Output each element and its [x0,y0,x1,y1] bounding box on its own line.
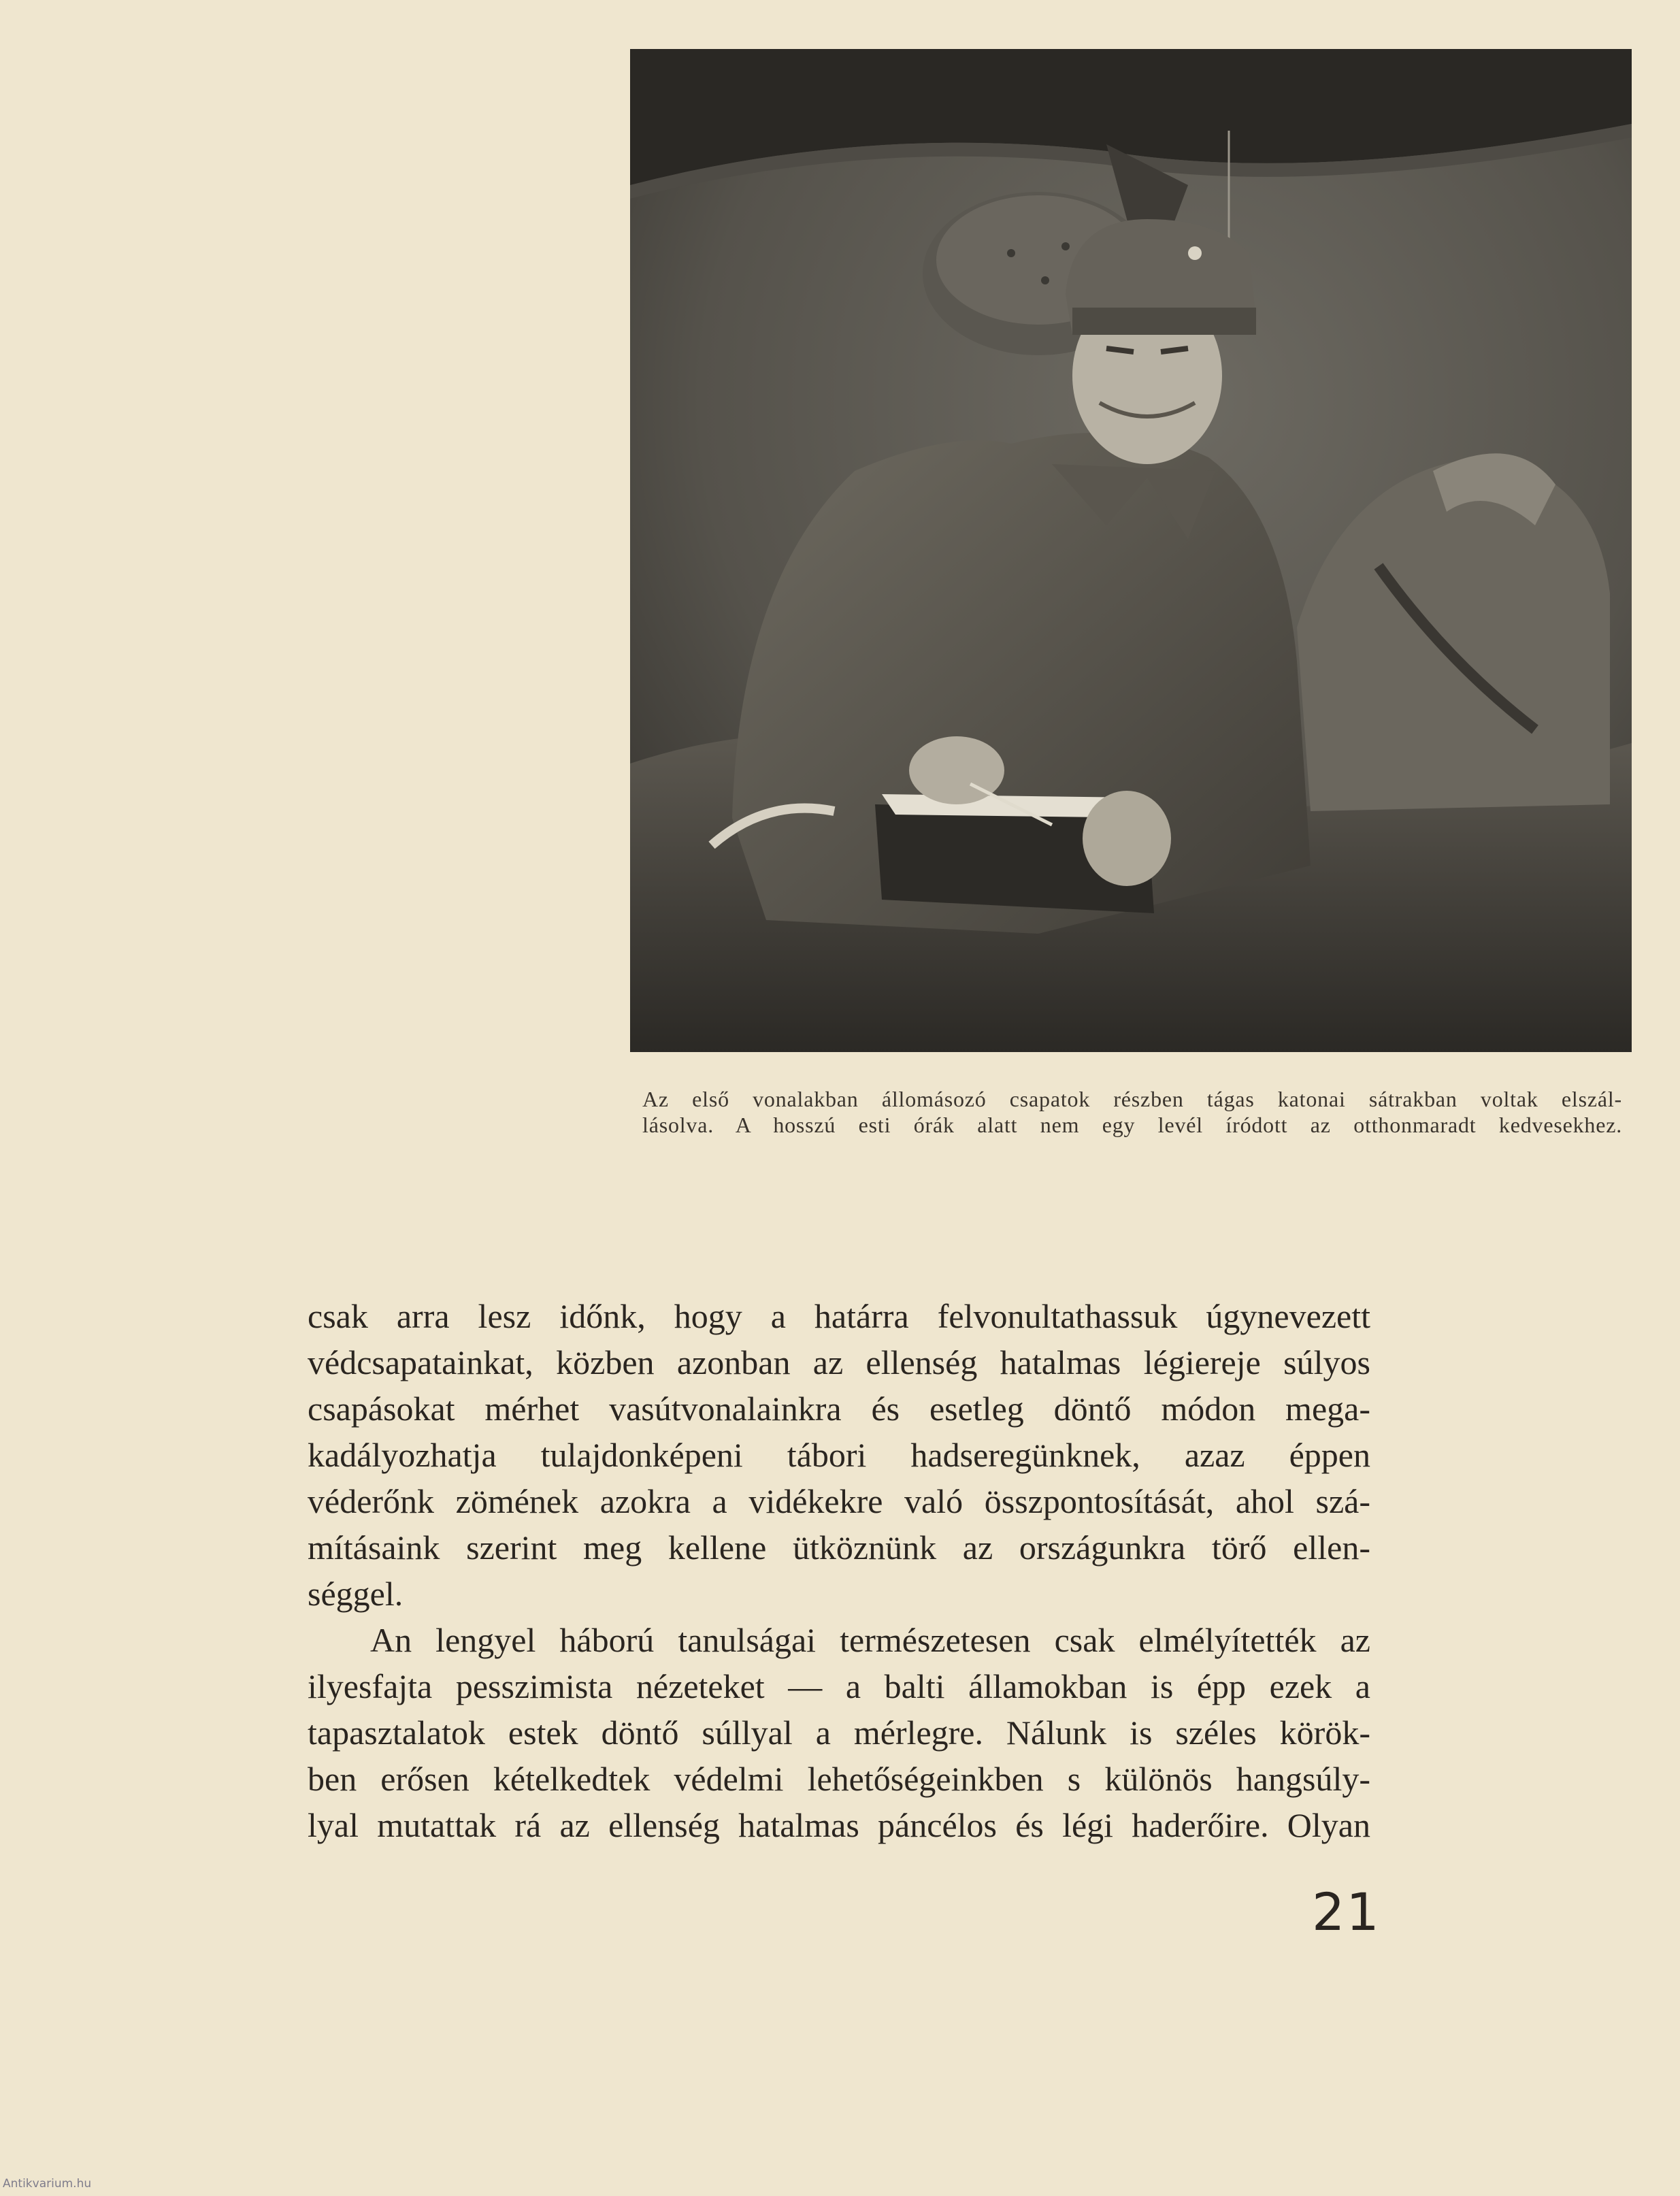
body-line: ilyesfajta pesszimista nézeteket — a balti államokban is épp ezek a [308,1667,1370,1705]
body-line: véderőnk zömének azokra a vidékekre való összpontosítását, ahol szá- [308,1482,1370,1520]
body-line: séggel. [308,1575,403,1613]
body-line: ben erősen kételkedtek védelmi lehetőségeinkben s különös hangsúly- [308,1760,1370,1798]
photo-soldier-writing-icon [630,49,1632,1052]
caption-line: Az első vonalakban állomásozó csapatok részben tágas katonai sátrakban voltak elszál- [642,1087,1622,1111]
body-line: kadályozhatja tulajdonképeni tábori hadseregünknek, azaz éppen [308,1436,1370,1474]
caption-line: lásolva. A hosszú esti órák alatt nem egy levél íródott az otthonmaradt kedvesekhez. [642,1113,1622,1137]
body-line: csapásokat mérhet vasútvonalainkra és esetleg döntő módon mega- [308,1390,1370,1428]
body-line: védcsapatainkat, közben azonban az ellenség hatalmas légiereje súlyos [308,1343,1370,1381]
watermark: Antikvarium.hu [3,2177,92,2191]
photograph-soldier-in-tent [630,49,1632,1052]
body-line: An lengyel háború tanulságai természetesen csak elmélyítették az [370,1621,1370,1659]
photo-caption [642,1086,1622,1138]
body-line: mításaink szerint meg kellene ütköznünk az országunkra törő ellen- [308,1528,1370,1567]
body-line: tapasztalatok estek döntő súllyal a mérlegre. Nálunk is széles körök- [308,1714,1370,1752]
body-line: csak arra lesz időnk, hogy a határra felvonultathassuk úgynevezett [308,1297,1370,1335]
body-text [308,1293,1370,1848]
body-line: lyal mutattak rá az ellenség hatalmas páncélos és légi haderőire. Olyan [308,1806,1370,1844]
page-number: 21 [1312,1882,1381,1942]
